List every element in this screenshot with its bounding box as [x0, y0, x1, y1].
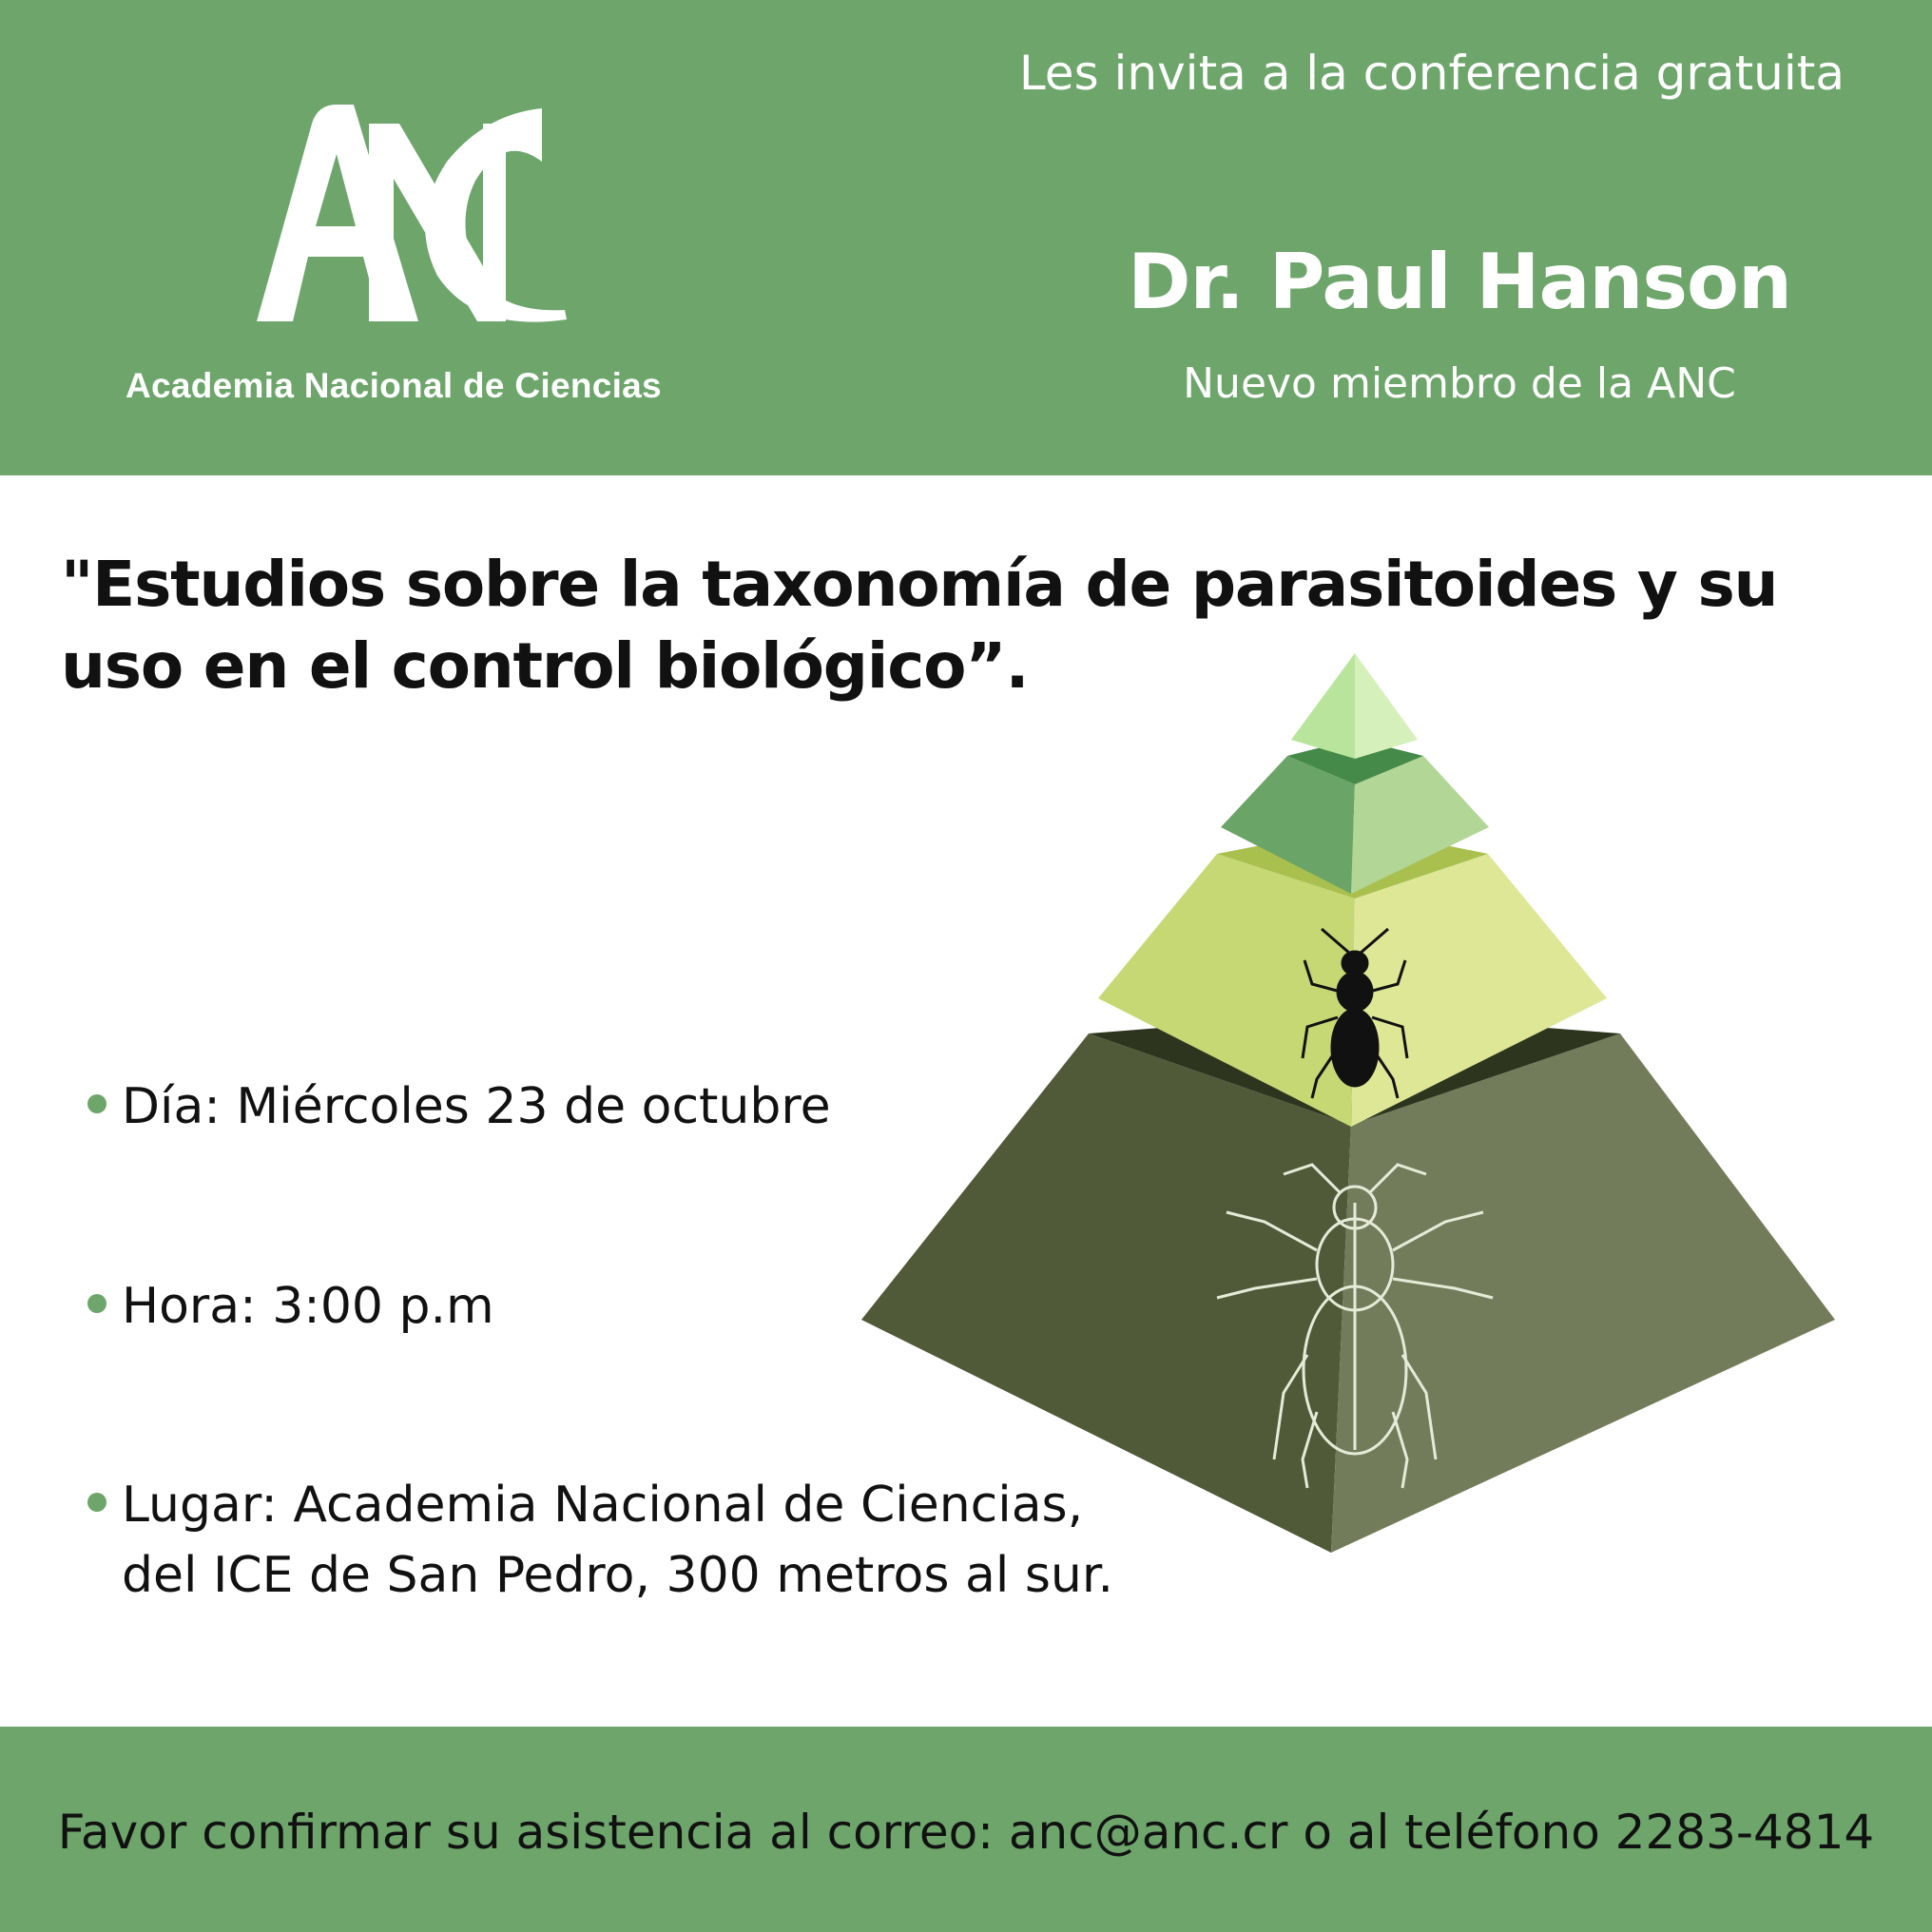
- bullet-icon: [87, 1294, 106, 1313]
- pyramid-illustration: [837, 632, 1864, 1583]
- pyramid-tier-top: [1291, 653, 1355, 759]
- detail-day-text: Día: Miércoles 23 de octubre: [122, 1078, 831, 1135]
- detail-place-line2: del ICE de San Pedro, 300 metros al sur.: [122, 1547, 1114, 1604]
- bullet-icon: [87, 1094, 106, 1113]
- pyramid-tier-bottom-right: [1331, 1034, 1835, 1553]
- speaker-name: Dr. Paul Hanson: [1128, 238, 1791, 326]
- detail-place-line1: Lugar: Academia Nacional de Ciencias,: [122, 1477, 1084, 1534]
- invitation-text: Les invita a la conferencia gratuita: [1018, 46, 1845, 101]
- pyramid-tier-bottom: [861, 1034, 1351, 1553]
- anc-logo: [257, 105, 580, 333]
- talk-title: "Estudios sobre la taxonomía de parasitoides y su uso en el control biológico”.: [61, 548, 1778, 703]
- bullet-icon: [87, 1493, 106, 1512]
- org-name: Academia Nacional de Ciencias: [126, 366, 662, 405]
- rsvp-text: Favor confirmar su asistencia al correo: anc@anc.cr o al teléfono 2283-4814: [57, 1805, 1875, 1860]
- header-banner: [0, 0, 1932, 475]
- detail-time: [87, 1271, 494, 1342]
- speaker-subtitle: Nuevo miembro de la ANC: [1183, 359, 1736, 408]
- detail-time-text: Hora: 3:00 p.m: [122, 1278, 494, 1335]
- detail-day: [87, 1072, 831, 1142]
